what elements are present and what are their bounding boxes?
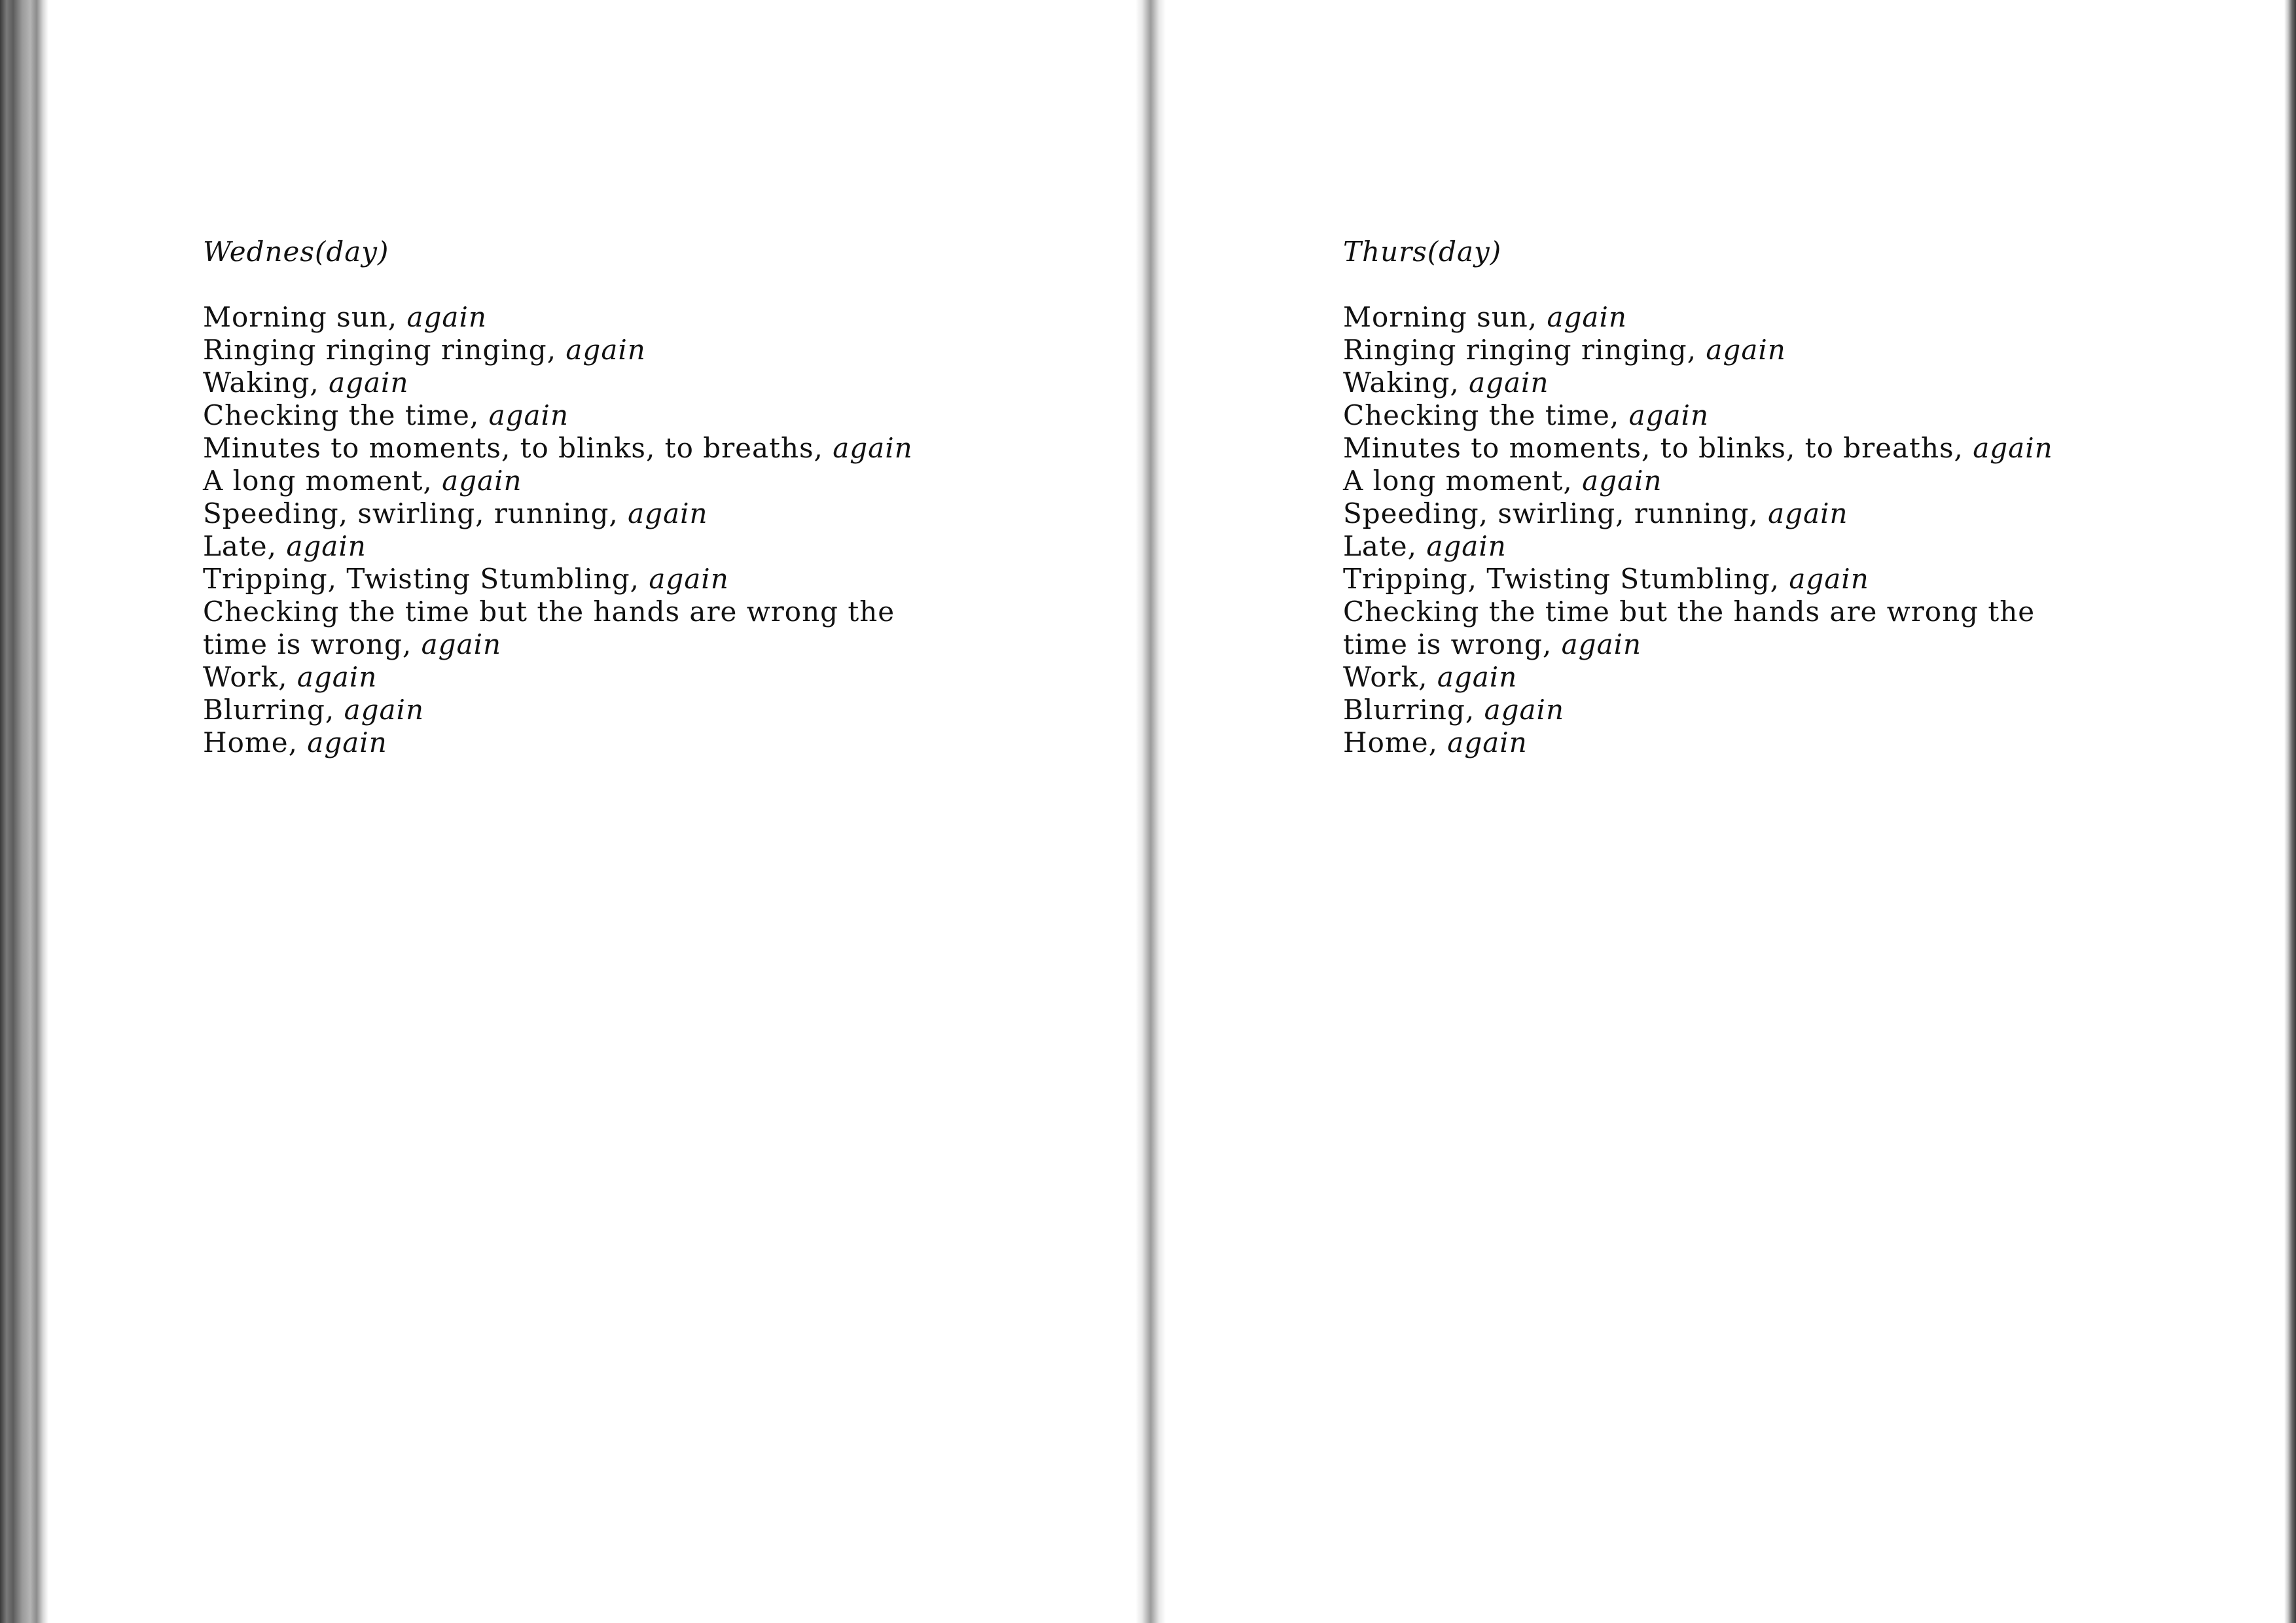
poem-line: Checking the time but the hands are wrong the [1343, 596, 2036, 628]
poem-line: Waking, again [203, 366, 409, 399]
poem-line: Work, again [203, 661, 378, 693]
poem-line: Blurring, again [1343, 694, 1565, 726]
poem-line: time is wrong, again [1343, 628, 1642, 660]
poem-line: Late, again [1343, 530, 1507, 562]
poem-line: Speeding, swirling, running, again [1343, 497, 1848, 529]
poem-line: Minutes to moments, to blinks, to breaths, again [1343, 432, 2053, 464]
poem-line: Minutes to moments, to blinks, to breaths, again [203, 432, 913, 464]
poem-line: Waking, again [1343, 366, 1549, 399]
right-page-title: Thurs(day) [1343, 236, 1502, 268]
poem-line: Ringing ringing ringing, again [1343, 334, 1786, 366]
left-poem-lines [203, 301, 1054, 759]
center-gutter [1136, 0, 1166, 1623]
poem-line: Speeding, swirling, running, again [203, 497, 708, 529]
poem-line: Home, again [203, 726, 387, 758]
poem-line: time is wrong, again [203, 628, 502, 660]
poem-line: Morning sun, again [1343, 301, 1627, 333]
poem-line: Work, again [1343, 661, 1518, 693]
poem-line: Late, again [203, 530, 367, 562]
right-poem-lines [1343, 301, 2194, 759]
poem-line: Tripping, Twisting Stumbling, again [203, 563, 729, 595]
poem-line: Checking the time, again [1343, 399, 1710, 431]
poem-line: A long moment, again [203, 465, 522, 497]
left-page [203, 236, 1054, 759]
poem-line: A long moment, again [1343, 465, 1662, 497]
left-binding-edge [0, 0, 48, 1623]
poem-line: Blurring, again [203, 694, 425, 726]
right-page [1343, 236, 2194, 759]
right-binding-edge [2284, 0, 2296, 1623]
poem-line: Ringing ringing ringing, again [203, 334, 646, 366]
poem-line: Tripping, Twisting Stumbling, again [1343, 563, 1869, 595]
left-page-title: Wednes(day) [203, 236, 389, 268]
poem-line: Checking the time but the hands are wrong the [203, 596, 895, 628]
poem-line: Checking the time, again [203, 399, 569, 431]
poem-line: Morning sun, again [203, 301, 487, 333]
poem-line: Home, again [1343, 726, 1528, 758]
